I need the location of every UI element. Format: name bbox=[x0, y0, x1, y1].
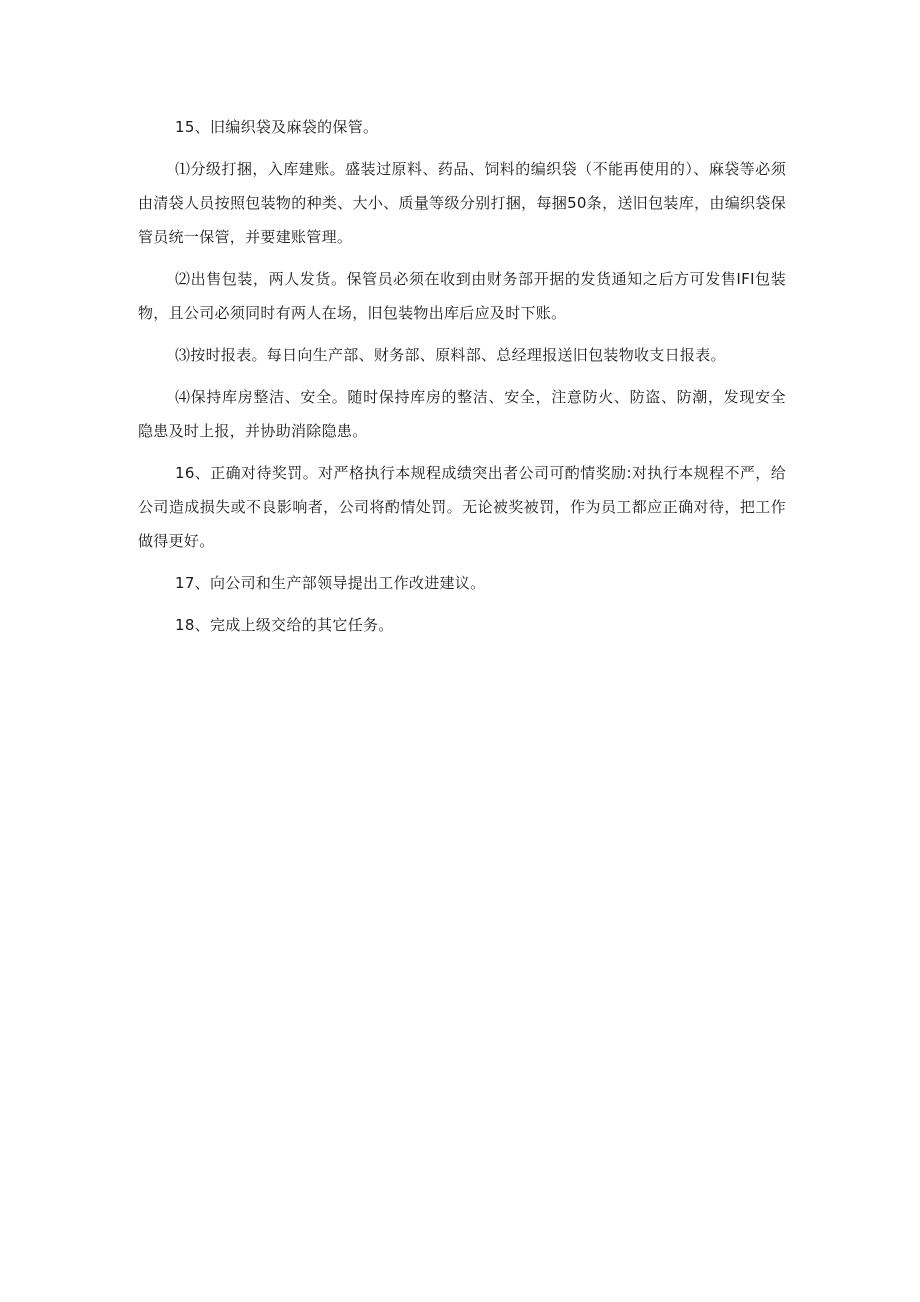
paragraph-item-15-3: ⑶按时报表。每日向生产部、财务部、原料部、总经理报送旧包装物收支日报表。 bbox=[175, 346, 726, 364]
paragraph-item-15-4: ⑷保持库房整洁、安全。随时保持库房的整洁、安全，注意防火、防盗、防潮，发现安全隐患及时上报，并协助消除隐患。 bbox=[138, 388, 786, 440]
paragraph-item-15-heading: 15、旧编织袋及麻袋的保管。 bbox=[175, 118, 379, 136]
paragraph-item-15-2: ⑵出售包装，两人发货。保管员必须在收到由财务部开据的发货通知之后方可发售IFI包装物，且公司必须同时有两人在场，旧包装物出库后应及时下账。 bbox=[138, 270, 786, 322]
paragraph-item-16: 16、正确对待奖罚。对严格执行本规程成绩突出者公司可酌情奖励:对执行本规程不严，给公司造成损失或不良影响者，公司将酌情处罚。无论被奖被罚，作为员工都应正确对待，把工作做得更好。 bbox=[138, 464, 786, 550]
paragraph-item-15-1: ⑴分级打捆，入库建账。盛装过原料、药品、饲料的编织袋（不能再使用的）、麻袋等必须由清袋人员按照包装物的种类、大小、质量等级分别打捆，每捆50条，送旧包装库，由编织袋保管员统一保管，并要建账管理。 bbox=[138, 160, 786, 246]
paragraph-item-18: 18、完成上级交给的其它任务。 bbox=[175, 616, 394, 634]
paragraph-item-17: 17、向公司和生产部领导提出工作改进建议。 bbox=[175, 574, 486, 592]
document-body bbox=[138, 110, 786, 650]
